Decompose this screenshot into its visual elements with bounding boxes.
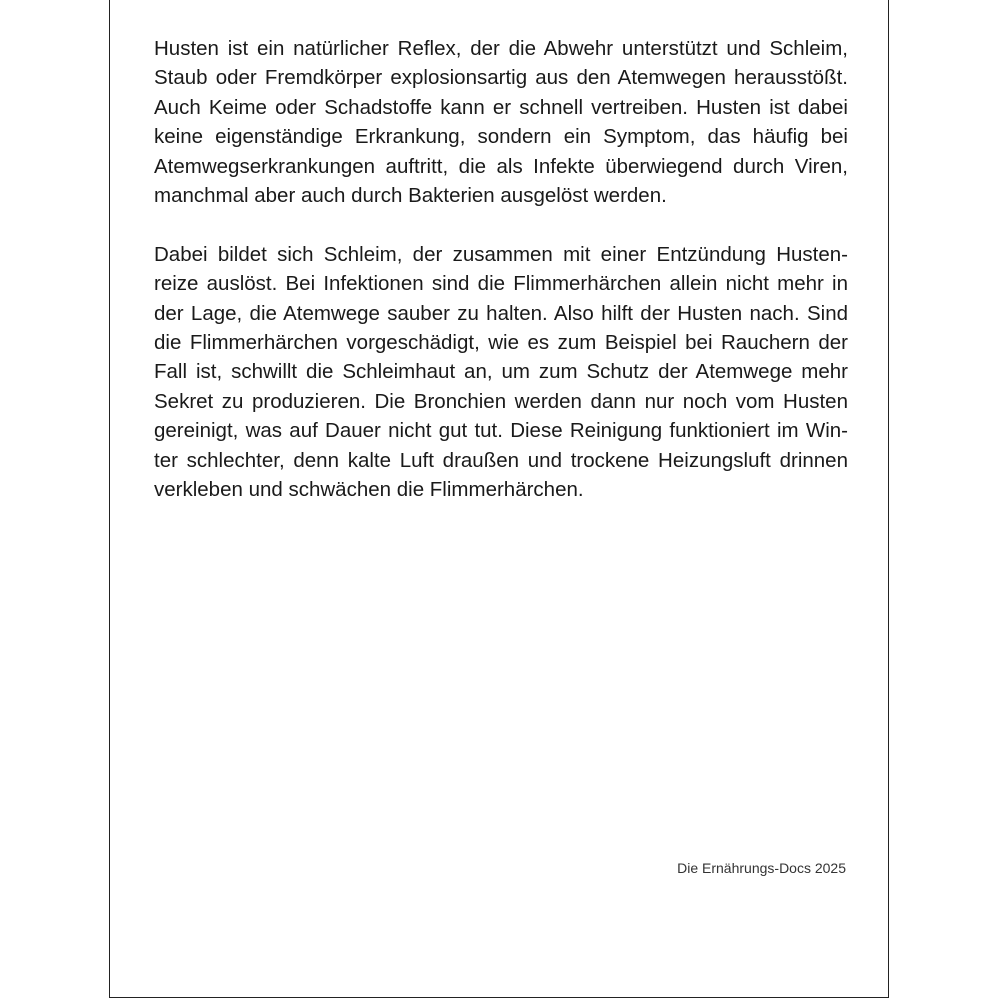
paragraph-line: die Flimmerhärchen vorgeschädigt, wie es zum Beispiel bei Rauchern der	[154, 331, 848, 355]
document-page	[109, 0, 889, 998]
paragraph-line: Auch Keime oder Schadstoffe kann er schnell vertreiben. Husten ist dabei	[154, 95, 848, 119]
paragraph-line: Husten ist ein natürlicher Reflex, der die Abwehr unterstützt und Schleim,	[154, 37, 848, 60]
paragraph-line: Fall ist, schwillt die Schleimhaut an, um zum Schutz der Atemwege mehr	[154, 360, 848, 384]
paragraph-line: keine eigenständige Erkrankung, sondern ein Symptom, das häufig bei	[154, 125, 848, 149]
paragraph-line: Staub oder Fremdkörper explosionsartig aus den Atemwegen herausstößt.	[154, 66, 848, 90]
page-footer: Die Ernährungs-Docs 2025	[677, 860, 846, 876]
paragraph-line: ter schlechter, denn kalte Luft draußen und trockene Heizungsluft drinnen	[154, 448, 848, 472]
paragraph-line: gereinigt, was auf Dauer nicht gut tut. Diese Reinigung funktioniert im Win-	[154, 419, 848, 443]
paragraph-line: verkleben und schwächen die Flimmerhärchen.	[154, 478, 584, 502]
paragraph-2	[154, 240, 848, 505]
paragraph-line: der Lage, die Atemwege sauber zu halten. Also hilft der Husten nach. Sind	[154, 301, 848, 325]
paragraph-line: Atemwegserkrankungen auftritt, die als Infekte überwiegend durch Viren,	[154, 154, 848, 178]
paragraph-1	[154, 34, 848, 210]
paragraph-line: Sekret zu produzieren. Die Bronchien werden dann nur noch vom Husten	[154, 389, 848, 413]
paragraph-line: Dabei bildet sich Schleim, der zusammen mit einer Entzündung Husten-	[154, 242, 848, 266]
paragraph-line: reize auslöst. Bei Infektionen sind die Flimmerhärchen allein nicht mehr in	[154, 272, 848, 296]
body-text	[154, 34, 848, 504]
paragraph-line: manchmal aber auch durch Bakterien ausgelöst werden.	[154, 184, 667, 208]
